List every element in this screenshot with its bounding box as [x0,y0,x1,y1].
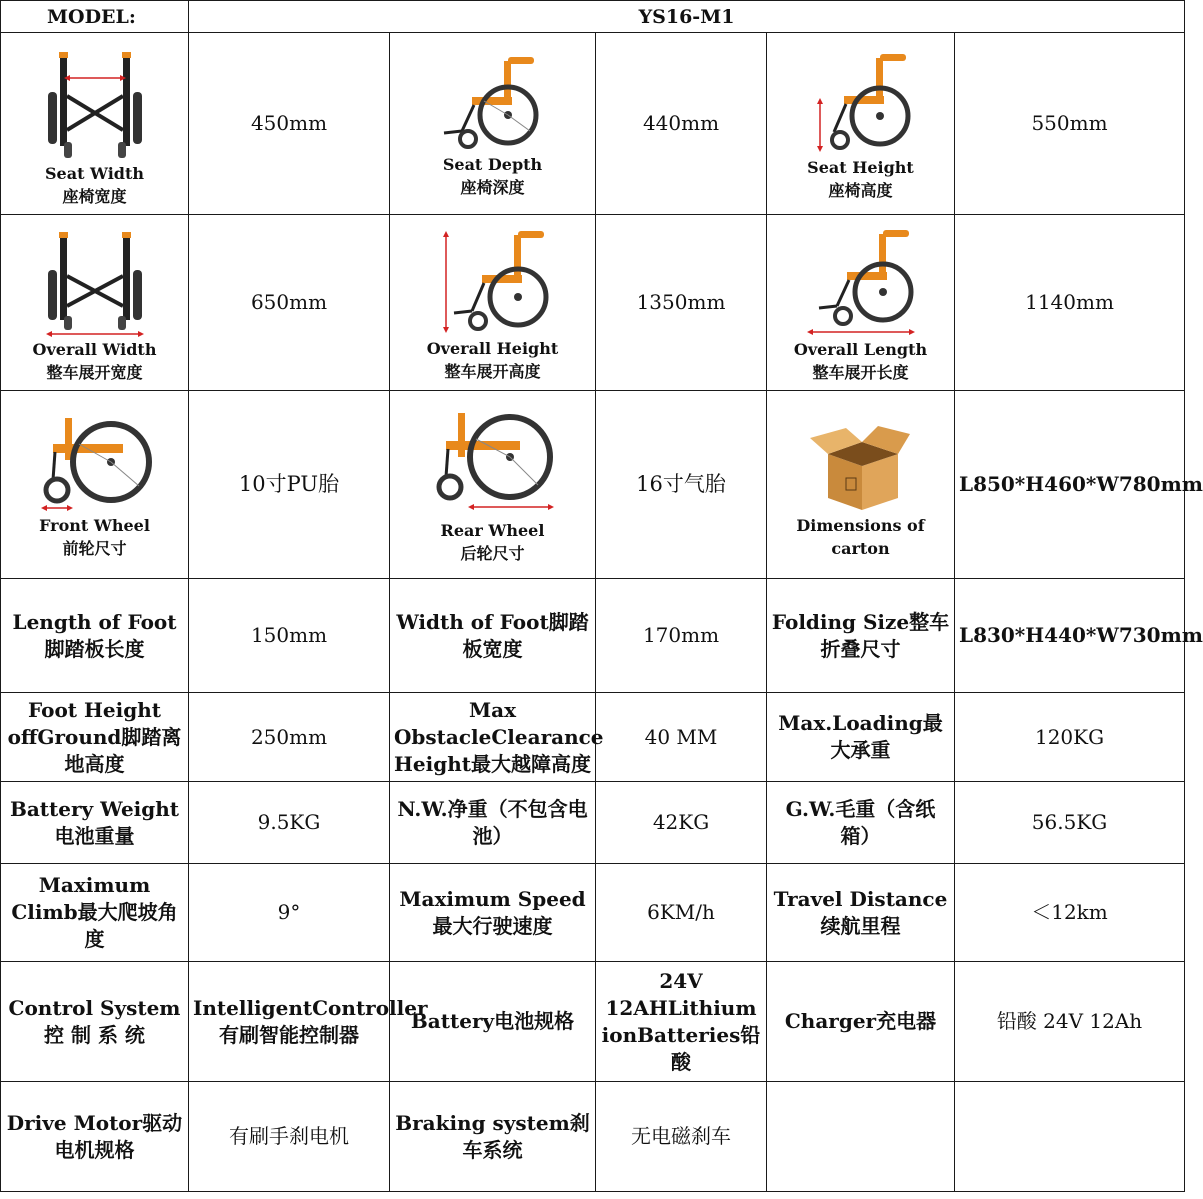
spec-image-cell [767,391,955,579]
spec-row [1,579,1185,693]
spec-label: Drive Motor驱动电机规格 [1,1082,189,1192]
spec-label: Battery Weight电池重量 [1,782,189,864]
spec-value: 1140mm [955,215,1185,391]
spec-image-cell [767,215,955,391]
spec-image-cell [390,391,596,579]
wheelchair-side-view-icon [806,50,916,156]
spec-label-cn: carton [831,538,890,558]
spec-value: 440mm [596,33,767,215]
spec-value: 9° [189,864,390,962]
spec-label: Maximum Climb最大爬坡角度 [1,864,189,962]
spec-value: 1350mm [596,215,767,391]
spec-value: ＜12km [955,864,1185,962]
spec-label-cn: 前轮尺寸 [62,538,127,558]
spec-row [1,391,1185,579]
spec-label: Length of Foot脚踏板长度 [1,579,189,693]
spec-image-cell [1,391,189,579]
spec-value: 120KG [955,693,1185,782]
spec-value: 无电磁刹车 [596,1082,767,1192]
spec-label-en: Seat Depth [442,154,543,174]
spec-label: Control System控 制 系 统 [1,962,189,1082]
spec-label: Braking system刹车系统 [390,1082,596,1192]
spec-value: 9.5KG [189,782,390,864]
spec-label: Battery电池规格 [390,962,596,1082]
wheelchair-side-view-icon [428,227,558,337]
empty-cell [767,1082,955,1192]
spec-label-cn: 整车展开长度 [812,362,909,382]
spec-image-cell [390,215,596,391]
spec-label-en: Overall Length [793,339,928,359]
spec-label: Foot Height offGround脚踏离地高度 [1,693,189,782]
spec-label: N.W.净重（不包含电池） [390,782,596,864]
wheelchair-side-view-icon [801,226,921,338]
header-row [1,1,1185,33]
spec-label: Max.Loading最大承重 [767,693,955,782]
model-value: YS16-M1 [189,1,1185,33]
spec-label-cn: 座椅深度 [460,177,525,197]
spec-value: 170mm [596,579,767,693]
front-wheel-icon [35,414,155,514]
spec-row [1,864,1185,962]
spec-label-en: Seat Width [44,163,145,183]
spec-value: 10寸PU胎 [189,391,390,579]
spec-label-en: Rear Wheel [440,520,545,540]
spec-value: L850*H460*W780mm [955,391,1185,579]
empty-cell [955,1082,1185,1192]
spec-value: 有刷手刹电机 [189,1082,390,1192]
spec-image-cell [390,33,596,215]
spec-label: Max ObstacleClearance Height最大越障高度 [390,693,596,782]
spec-value: 42KG [596,782,767,864]
spec-label-en: Front Wheel [39,515,150,535]
spec-value: 24V 12AHLithium ionBatteries铅酸 [596,962,767,1082]
spec-value: 40 MM [596,693,767,782]
spec-image-cell [1,215,189,391]
spec-label: G.W.毛重（含纸箱） [767,782,955,864]
carton-box-icon [806,414,916,514]
rear-wheel-icon [428,409,558,519]
spec-label-en: Dimensions of [796,515,925,535]
spec-row [1,782,1185,864]
spec-value: 450mm [189,33,390,215]
spec-label: Maximum Speed最大行驶速度 [390,864,596,962]
spec-image-cell [1,33,189,215]
spec-value: 56.5KG [955,782,1185,864]
spec-label-cn: 整车展开高度 [444,361,541,381]
spec-label: Charger充电器 [767,962,955,1082]
wheelchair-side-view-icon [438,53,548,153]
spec-label-en: Seat Height [807,157,914,177]
spec-row [1,215,1185,391]
wheelchair-front-view-icon [40,44,150,162]
spec-value: 550mm [955,33,1185,215]
model-label: MODEL: [1,1,189,33]
spec-row [1,693,1185,782]
spec-label-cn: 整车展开宽度 [46,362,143,382]
spec-value: 6KM/h [596,864,767,962]
spec-label-cn: 后轮尺寸 [460,543,525,563]
spec-label: Width of Foot脚踏板宽度 [390,579,596,693]
spec-label-en: Overall Height [426,338,559,358]
spec-value: 150mm [189,579,390,693]
spec-value: IntelligentController有刷智能控制器 [189,962,390,1082]
spec-row [1,33,1185,215]
spec-value: 250mm [189,693,390,782]
wheelchair-front-view-icon [40,226,150,338]
spec-value: 16寸气胎 [596,391,767,579]
spec-value: 铅酸 24V 12Ah [955,962,1185,1082]
spec-value: 650mm [189,215,390,391]
spec-label-cn: 座椅宽度 [62,186,127,206]
spec-label: Folding Size整车折叠尺寸 [767,579,955,693]
spec-value: L830*H440*W730mm [955,579,1185,693]
spec-row [1,1082,1185,1192]
spec-label-cn: 座椅高度 [828,180,893,200]
spec-label-en: Overall Width [32,339,157,359]
spec-image-cell [767,33,955,215]
spec-row [1,962,1185,1082]
spec-label: Travel Distance续航里程 [767,864,955,962]
